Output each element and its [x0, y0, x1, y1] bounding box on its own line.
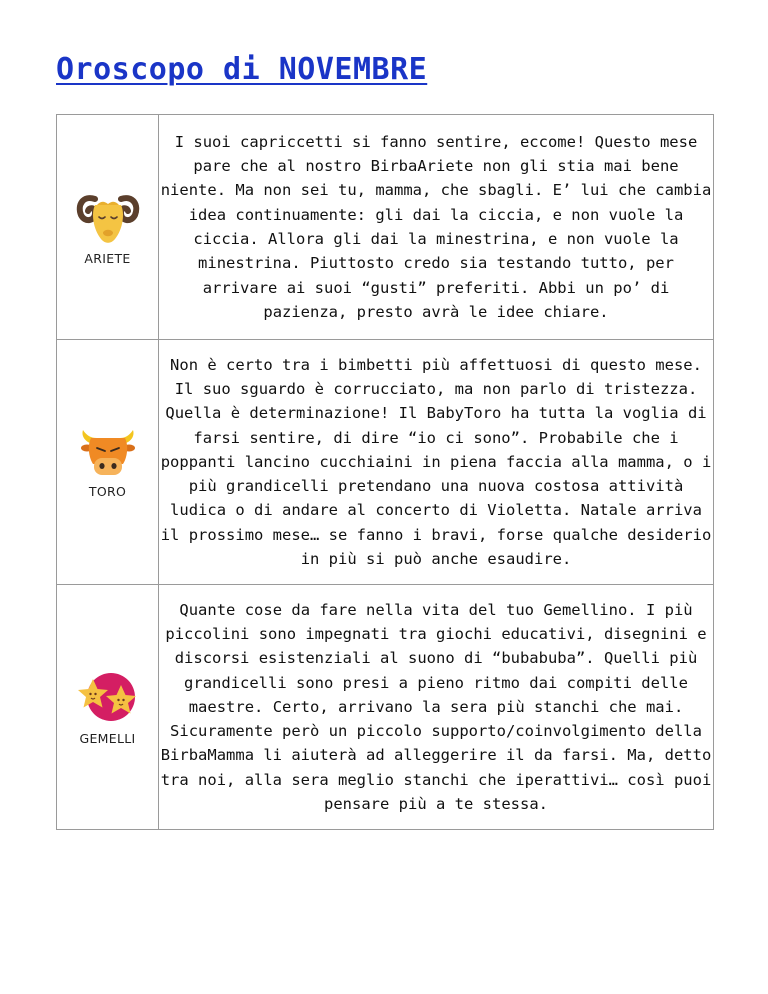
sign-label: TORO [88, 483, 127, 499]
horoscope-text: I suoi capriccetti si fanno sentire, eccome! Questo mese pare che al nostro BirbaAriete non gli stia mai bene niente. Ma non sei tu, mamma, che sbagli. E’ lui che cambia idea continuamente: gli dai la ciccia, e non vuole la ciccia. Allora gli dai la minestrina, e non vuole la minestrina. Piuttosto credo sia testando tutto, per arrivare ai suoi “gusti” preferiti. Abbi un po’ di pazienza, presto avrà le idee chiare. [159, 115, 714, 340]
table-row-toro [57, 340, 714, 585]
sign-icon-cell [57, 340, 159, 585]
twin-stars-icon [73, 669, 143, 727]
sign-label: GEMELLI [79, 730, 136, 746]
bull-icon [75, 426, 141, 480]
horoscope-text: Non è certo tra i bimbetti più affettuosi di questo mese. Il suo sguardo è corrucciato, ma non parlo di tristezza. Quella è determinazione! Il BabyToro ha tutta la voglia di farsi sentire, di dire “io ci sono”. Probabile che i poppanti lancino cucchiaini in piena faccia alla mamma, o i più grandicelli pretendano una nuova costosa attività ludica o di andare al concerto di Violetta. Natale arriva il prossimo mese… se fanno i bravi, forse qualche desiderio in più si può anche esaudire. [159, 340, 714, 585]
sign-icon-cell [57, 585, 159, 830]
table-row-ariete [57, 115, 714, 340]
horoscope-table [56, 114, 714, 830]
page-title[interactable]: Oroscopo di NOVEMBRE [56, 52, 428, 87]
horoscope-text: Quante cose da fare nella vita del tuo Gemellino. I più piccolini sono impegnati tra giochi educativi, disegnini e discorsi esistenziali al suono di “bubabuba”. Quelli più grandicelli sono presi a pieno ritmo dai compiti delle maestre. Certo, arrivano la sera più stanchi che mai. Sicuramente però un piccolo supporto/coinvolgimento della BirbaMamma li aiuterà ad alleggerire il da farsi. Ma, detto tra noi, alla sera meglio stanchi che iperattivi… così puoi pensare più a te stessa. [159, 585, 714, 830]
sign-icon-cell [57, 115, 159, 340]
table-row-gemelli [57, 585, 714, 830]
ram-icon [75, 189, 141, 247]
sign-label: ARIETE [84, 250, 131, 266]
